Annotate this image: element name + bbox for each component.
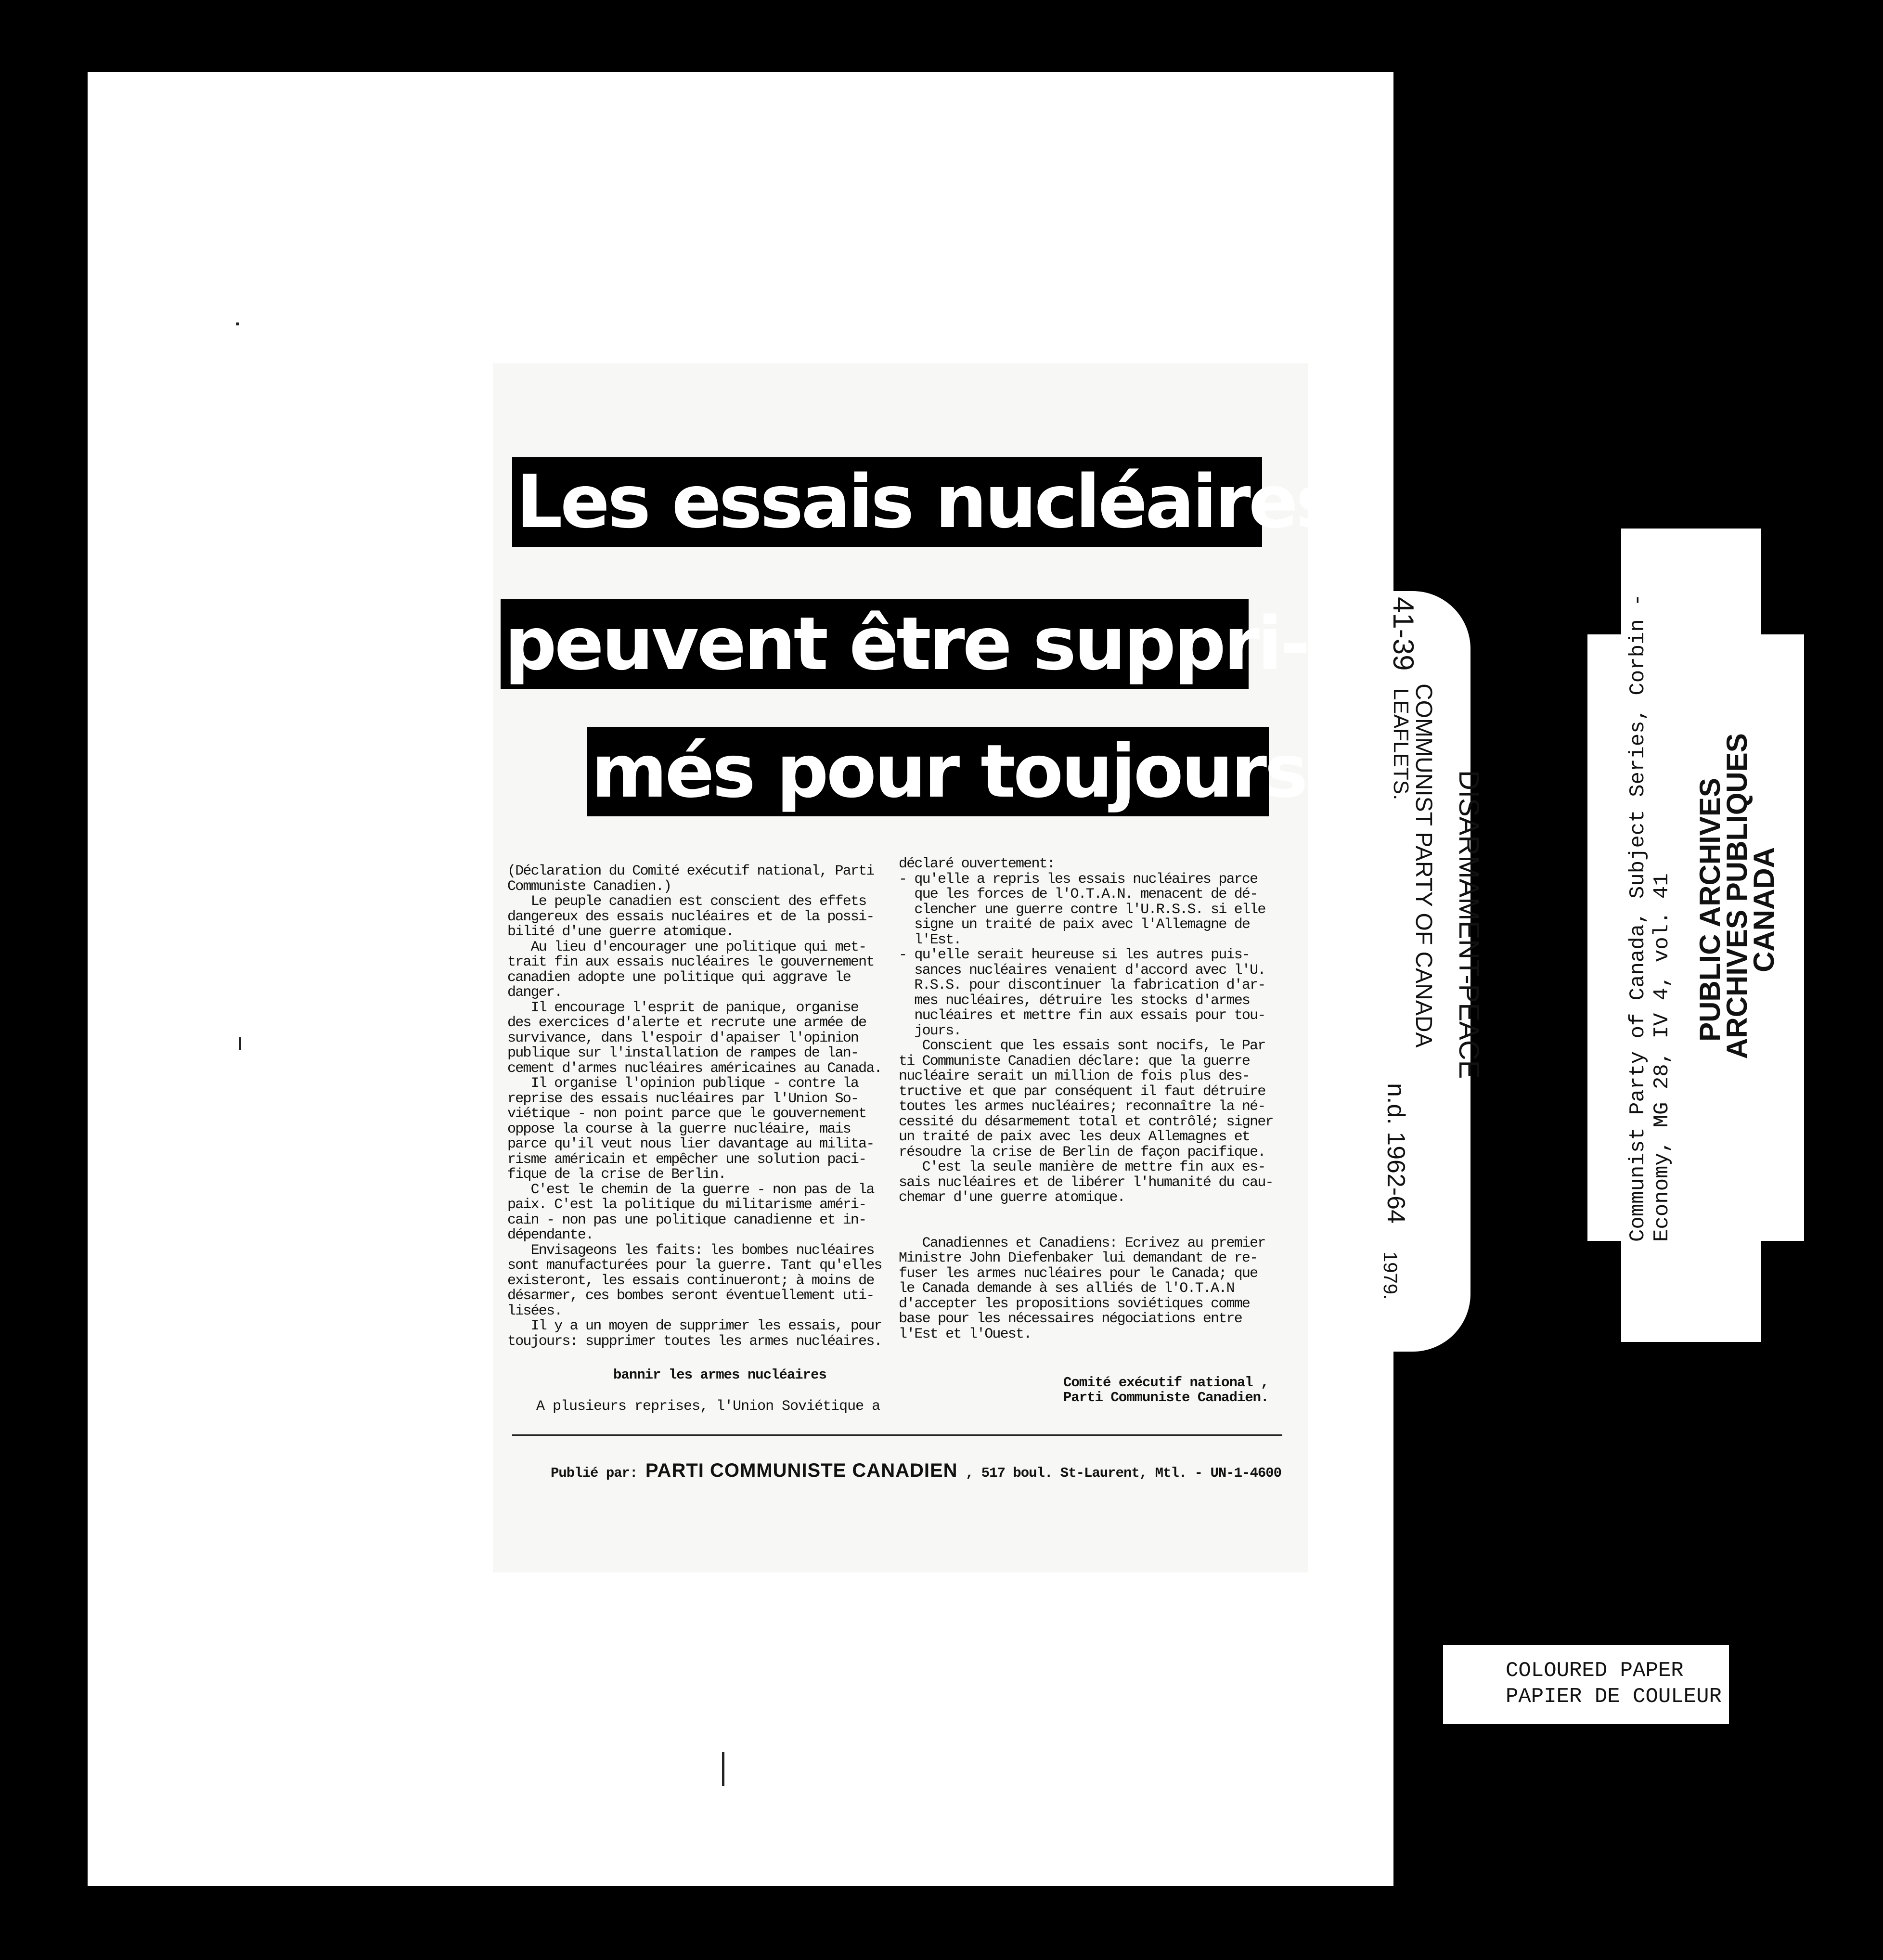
handwritten-number: 41-39 [1387, 597, 1419, 671]
signature-block: Comité exécutif national , Parti Communiste Canadien. [1063, 1375, 1269, 1406]
publisher-prefix: Publié par: [551, 1465, 638, 1481]
handwritten-party: COMMUNIST PARTY OF CANADA [1411, 683, 1436, 1048]
headline-line-1: Les essais nucléaires [512, 457, 1262, 547]
speck-mark [722, 1752, 724, 1786]
continuation-line: A plusieurs reprises, l'Union Soviétique a [536, 1398, 880, 1415]
speck-mark [236, 322, 239, 325]
divider-rule [512, 1434, 1282, 1436]
publisher-address: , 517 boul. St-Laurent, Mtl. - UN-1-4600 [965, 1465, 1282, 1481]
headline-line-2: peuvent être suppri- [501, 599, 1249, 689]
right-column-text: déclaré ouvertement: - qu'elle a repris les essais nucléaires parce que les forces de l'O.T.A.N. menacent de dé- clencher une guerre contre l'U.R.S.S. si elle signe un traité de paix avec l'Allemagne de l'Est. - qu'elle serait heureuse si les autres puis- sances nucléaires venaient d'accord avec l'U. R.S.S. pour discontinuer la fabrication d'ar- mes nucléaires, détruire les stocks d'armes nucléaires et mettre fin aux essais pour tou- jours. Conscient que les essais sont nocifs, le Par ti Communiste Canadien déclare: que la guerre nucléaire serait un million de fois plus des- tructive et que par conséquent il faut détruire toutes les armes nucléaires; reconnaître la né- cessité du désarmement total et contrôlé; signer un traité de paix avec les deux Allemagnes et résoudre la crise de Berlin de façon pacifique. C'est la seule manière de mettre fin aux es- sais nucléaires et de libérer l'humanité du cau- chemar d'une guerre atomique. Canadiennes et Canadiens: Ecrivez au premier Ministre John Diefenbaker lui demandant de re- fuser les armes nucléaires pour le Canada; que le Canada demande à ses alliés de l'O.T.A.N d'accepter les propositions soviétiques comme base pour les nécessaires négociations entre l'Est et l'Ouest. [899, 856, 1273, 1342]
coloured-paper-line-2: PAPIER DE COULEUR [1506, 1685, 1722, 1709]
speck-mark [239, 1037, 241, 1050]
handwritten-year: 1979. [1380, 1251, 1401, 1300]
handwritten-date: n.d. 1962-64 [1382, 1083, 1410, 1224]
handwritten-leaflets: LEAFLETS. [1389, 688, 1413, 800]
left-column-text: (Déclaration du Comité exécutif national, Parti Communiste Canadien.) Le peuple canadien est conscient des effets dangereux des essais nucléaires et de la possi- bilité d'une guerre atomique. Au lieu d'encourager une politique qui met- trait fin aux essais nucléaires le gouvernement canadien adopte une politique qui aggrave le danger. Il encourage l'esprit de panique, organise des exercices d'alerte et recrute une armée de survivance, dans l'espoir d'apaiser l'opinion publique sur l'installation de rampes de lan- cement d'armes nucléaires américaines au Canada. Il organise l'opinion publique - contre la reprise des essais nucléaires par l'Union So- viétique - non point parce que le gouvernement oppose la course à la guerre nucléaire, mais parce qu'il veut nous lier davantage au milita- risme américain et empêcher une solution paci- fique de la crise de Berlin. C'est le chemin de la guerre - non pas de la paix. C'est la politique du militarisme améri- cain - non pas une politique canadienne et in- dépendante. Envisageons les faits: les bombes nucléaires sont manufacturées pour la guerre. Tant qu'elles existeront, les essais continueront; à moins de désarmer, ces bombes seront éventuellement uti- lisées. Il y a un moyen de supprimer les essais, pour toujours: supprimer toutes les armes nucléaires. [507, 863, 882, 1350]
handwritten-subject: DISARMAMENT-PEACE [1453, 770, 1484, 1079]
coloured-paper-label [1443, 1645, 1729, 1724]
section-heading-bannir: bannir les armes nucléaires [613, 1367, 826, 1383]
coloured-paper-line-1: COLOURED PAPER [1506, 1659, 1684, 1683]
publisher-line [551, 1460, 1281, 1482]
headline-line-3: més pour toujours [587, 727, 1269, 816]
document-page [88, 72, 1393, 1886]
leaflet-clipping [493, 363, 1337, 1573]
publisher-name: PARTI COMMUNISTE CANADIEN [645, 1460, 958, 1481]
public-archives-text: PUBLIC ARCHIVES ARCHIVES PUBLIQUES CANADA [1694, 733, 1780, 1059]
